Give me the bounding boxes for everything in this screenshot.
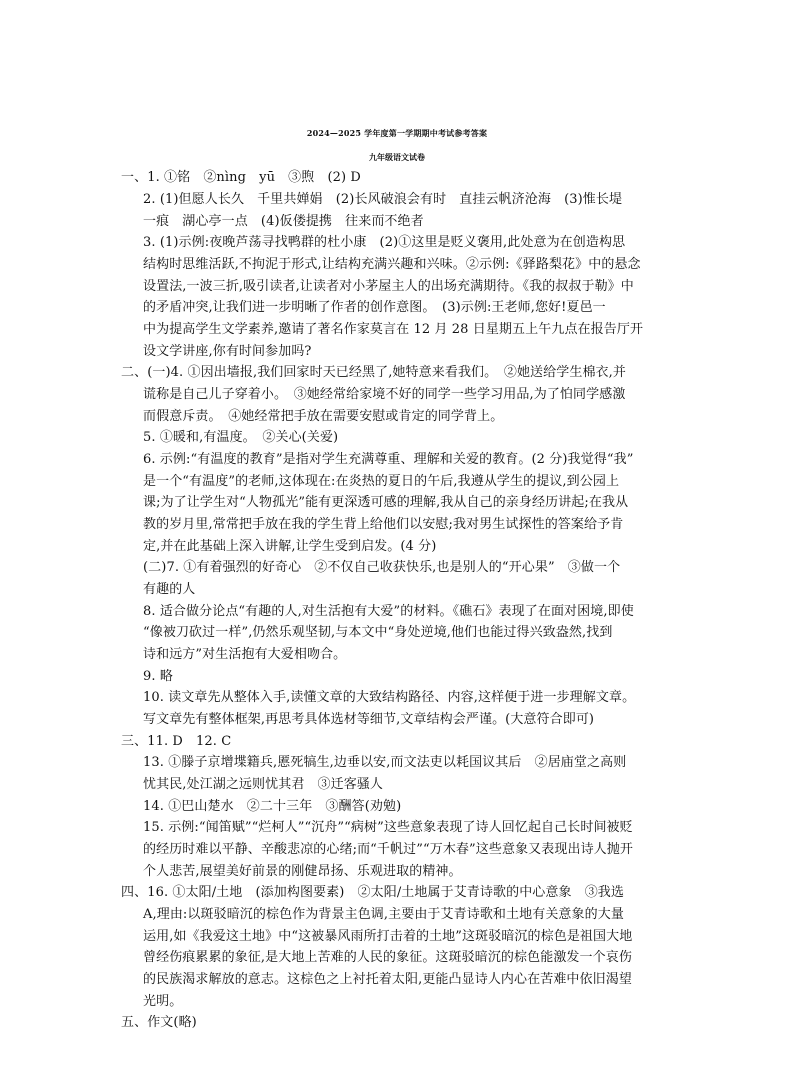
answer-line: 光明。 xyxy=(143,994,183,1009)
answer-line: 13. ①滕子京增堞籍兵,慝死犒生,边垂以安,而文法吏以耗国议其后 ②居庙堂之高则 xyxy=(143,755,627,770)
answer-line: 有趣的人 xyxy=(143,582,196,597)
answer-line: 一痕 湖心亭一点 (4)仮偻提携 往来而不绝者 xyxy=(143,214,424,229)
answer-line: 忧其民,处江湖之远则忧其君 ③迁客骚人 xyxy=(143,777,384,792)
answer-line: 三、11. D 12. C xyxy=(121,734,232,749)
answer-line: 的矛盾冲突,让我们进一步明晰了作者的创作意图。 (3)示例:王老师,您好!夏邑一 xyxy=(143,300,606,315)
answer-line: “像被刀砍过一样”,仍然乐观坚韧,与本文中“身处逆境,他们也能过得兴致盎然,找到 xyxy=(143,625,613,640)
answer-line: 五、作文(略) xyxy=(121,1015,197,1030)
answer-line: 教的岁月里,常常把手放在我的学生背上给他们以安慰;我对男生试探性的答案给予肯 xyxy=(143,517,624,532)
answer-line: 2. (1)但愿人长久 千里共婵娟 (2)长风破浪会有时 直挂云帆济沧海 (3)惟长堤 xyxy=(143,192,623,207)
answer-line: 的经历时难以平静、辛酸悲凉的心绪;而“千帆过”“万木春”这些意象又表现出诗人抛开 xyxy=(143,842,633,857)
answer-line: 写文章先有整体框架,再思考具体选材等细节,文章结构会严谨。(大意符合即可) xyxy=(143,712,595,727)
answer-line: 二、(一)4. ①因出墙报,我们回家时天已经黑了,她特意来看我们。 ②她送给学生棉衣,并 xyxy=(121,365,626,380)
answer-line: 曾经伤痕累累的象征,是大地上苦难的人民的象征。这斑驳暗沉的棕色能激发一个哀伤 xyxy=(143,950,632,965)
answer-line: 运用,如《我爱这土地》中“这被暴风雨所打击着的土地”这斑驳暗沉的棕色是祖国大地 xyxy=(143,929,633,944)
answer-line: 6. 示例:“有温度的教育”是指对学生充满尊重、理解和关爱的教育。(2 分)我觉得“我” xyxy=(143,452,634,467)
answer-line: 一、1. ①铭 ②nìng yū ③煦 (2) D xyxy=(121,170,361,185)
answer-line: 8. 适合做分论点“有趣的人,对生活抱有大爱”的材料。《礁石》表现了在面对困境,即使 xyxy=(143,604,634,619)
answer-line: 课;为了让学生对“人物孤光”能有更深透可感的理解,我从自己的亲身经历讲起;在我从 xyxy=(143,495,629,510)
answer-line: 四、16. ①太阳/土地 (添加构图要素) ②太阳/土地属于艾青诗歌的中心意象 ③我选 xyxy=(121,885,625,900)
answer-line: 中为提高学生文学素养,邀请了著名作家莫言在 12 月 28 日星期五上午九点在报告厅开 xyxy=(143,322,644,337)
answer-line: 3. (1)示例:夜晚芦荡寻找鸭群的杜小康 (2)①这里是贬义褒用,此处意为在创造构思 xyxy=(143,235,626,250)
answer-line: 9. 略 xyxy=(143,669,173,684)
answer-line: 14. ①巴山楚水 ②二十三年 ③酬答(劝勉) xyxy=(143,799,402,814)
answer-line: 5. ①暖和,有温度。 ②关心(关爱) xyxy=(143,430,339,445)
answer-line: 设文学讲座,你有时间参加吗? xyxy=(143,344,312,359)
answer-line: 谎称是自己儿子穿着小。 ③她经常给家境不好的同学一些学习用品,为了怕同学感激 xyxy=(143,387,626,402)
answer-line: 设置法,一波三折,吸引读者,让读者对小茅屋主人的出场充满期待。《我的叔叔于勒》中 xyxy=(143,279,634,294)
document-title: 2024—2025 学年度第一学期期中考试参考答案 xyxy=(306,128,488,138)
answer-line: 15. 示例:“闻笛赋”“烂柯人”“沉舟”“病树”这些意象表现了诗人回忆起自己长时间被贬 xyxy=(143,820,633,835)
answer-line: 而假意斥责。 ④她经常把手放在需要安慰或肯定的同学背上。 xyxy=(143,409,504,424)
answer-line: 个人悲苦,展望美好前景的刚健昂扬、乐观进取的精神。 xyxy=(143,864,462,879)
document-subtitle: 九年级语文试卷 xyxy=(369,152,425,162)
answer-line: A,理由:以斑驳暗沉的棕色作为背景主色调,主要由于艾青诗歌和土地有关意象的大量 xyxy=(143,907,624,922)
answer-line: 是一个“有温度”的老师,这体现在:在炎热的夏日的午后,我遵从学生的提议,到公园上 xyxy=(143,474,620,489)
answer-line: 诗和远方”对生活抱有大爱相吻合。 xyxy=(143,647,347,662)
answer-line: 结构时思维活跃,不拘泥于形式,让结构充满兴趣和兴味。②示例:《驿路梨花》中的悬念 xyxy=(143,257,641,272)
answer-line: (二)7. ①有着强烈的好奇心 ②不仅自己收获快乐,也是别人的“开心果” ③做一个 xyxy=(143,560,621,575)
answer-line: 定,并在此基础上深入讲解,让学生受到启发。(4 分) xyxy=(143,539,437,554)
answer-line: 10. 读文章先从整体入手,读懂文章的大致结构路径、内容,这样便于进一步理解文章。 xyxy=(143,690,636,705)
answer-line: 的民族渴求解放的意志。这棕色之上衬托着太阳,更能凸显诗人内心在苦难中依旧渴望 xyxy=(143,972,632,987)
